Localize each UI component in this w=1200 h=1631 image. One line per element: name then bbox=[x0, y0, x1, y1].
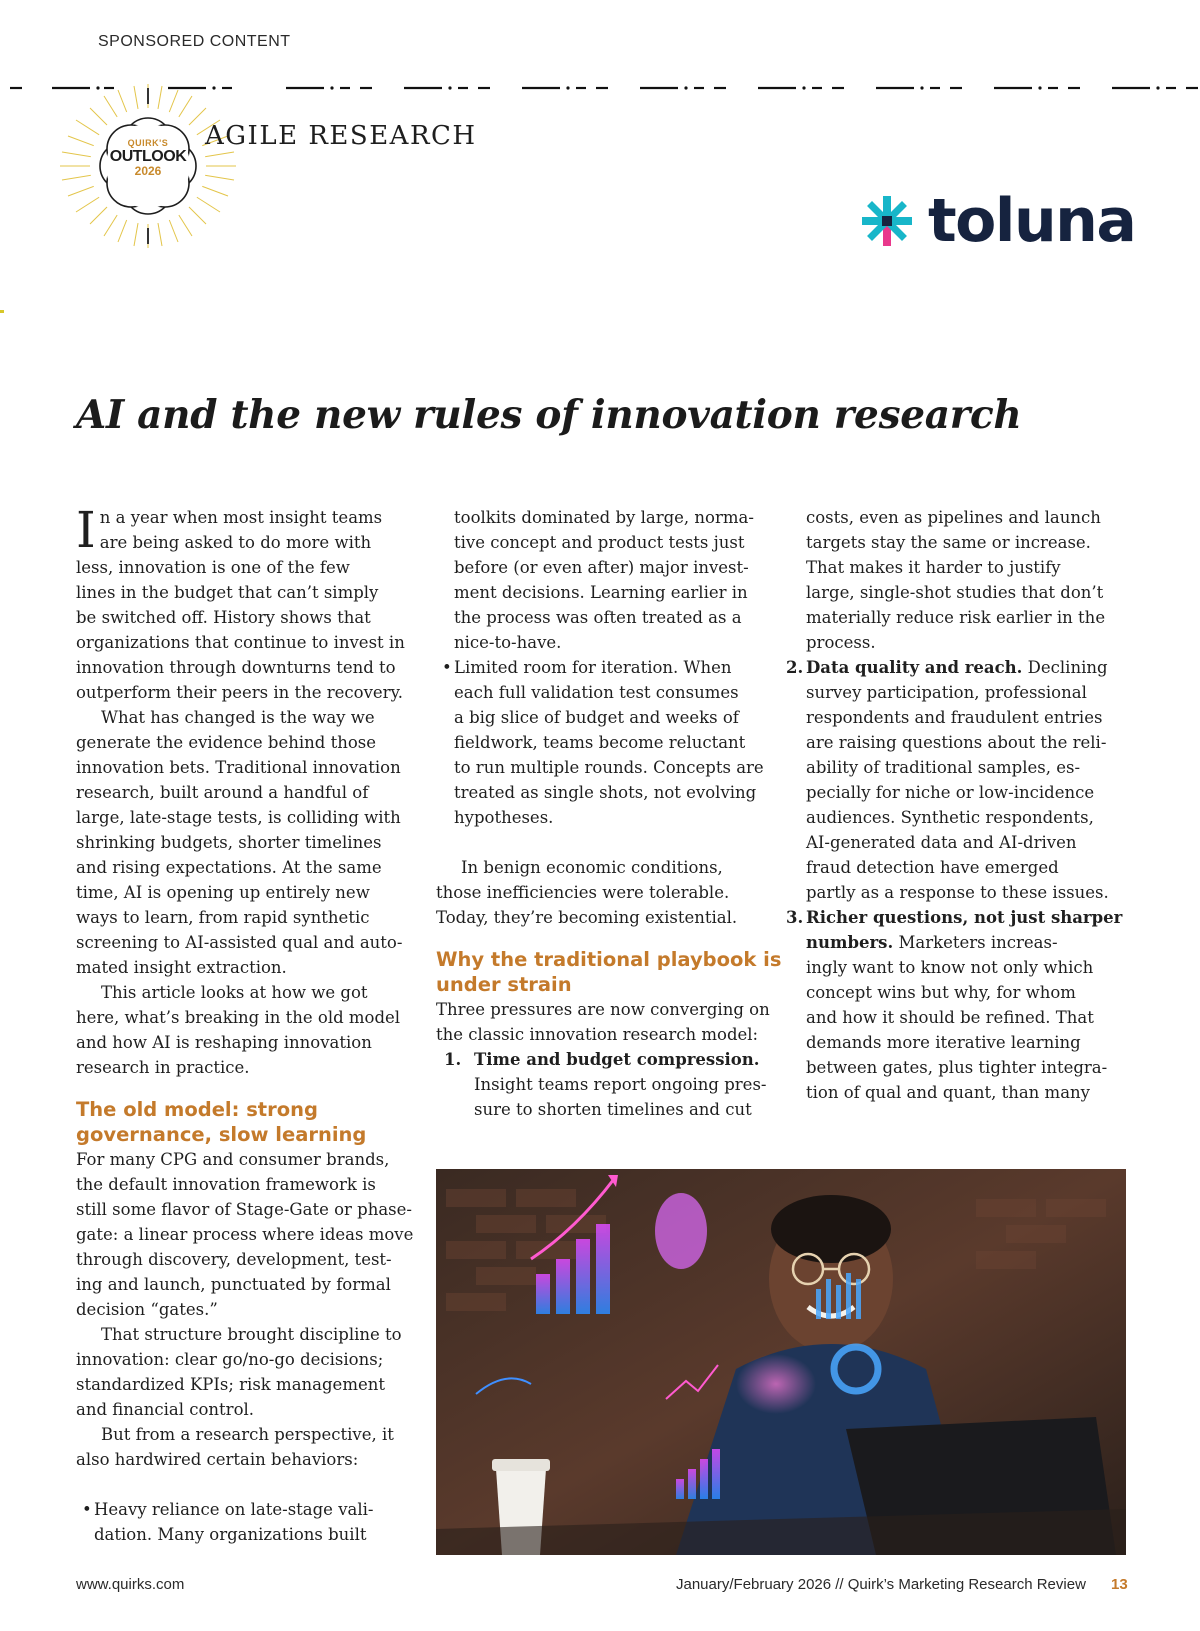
text-line: Today, they’re becoming existential. bbox=[436, 908, 738, 927]
text-line: tion of qual and quant, than many bbox=[806, 1083, 1090, 1102]
text-line: sure to shorten timelines and cut bbox=[474, 1100, 752, 1119]
text-line: That structure brought discipline to bbox=[101, 1325, 402, 1344]
text-line: time, AI is opening up entirely new bbox=[76, 883, 370, 902]
text-run: Declining bbox=[1022, 658, 1108, 677]
bullet-dot: • bbox=[442, 658, 452, 677]
text-line: targets stay the same or increase. bbox=[806, 533, 1091, 552]
text-line: shrinking budgets, shorter timelines bbox=[76, 833, 382, 852]
text-line: concept wins but why, for whom bbox=[806, 983, 1076, 1002]
item-number: 2. bbox=[786, 658, 804, 677]
text-line: What has changed is the way we bbox=[101, 708, 375, 727]
text-line: fieldwork, teams become reluctant bbox=[454, 733, 746, 752]
bullet-item bbox=[76, 1497, 406, 1547]
subhead-playbook: Why the traditional playbook is bbox=[436, 948, 782, 971]
text-line: lines in the budget that can’t simply bbox=[76, 583, 379, 602]
text-line: dation. Many organizations built bbox=[94, 1525, 367, 1544]
text-line: AI-generated data and AI-driven bbox=[806, 833, 1077, 852]
text-line: demands more iterative learning bbox=[806, 1033, 1081, 1052]
text-line: and financial control. bbox=[76, 1400, 255, 1419]
text-line: and rising expectations. At the same bbox=[76, 858, 382, 877]
numbered-item-3 bbox=[786, 905, 1136, 1105]
text-line: here, what’s breaking in the old model bbox=[76, 1008, 401, 1027]
article-column-1 bbox=[76, 501, 414, 1547]
text-line: hypotheses. bbox=[454, 808, 554, 827]
text-line: standardized KPIs; risk management bbox=[76, 1375, 385, 1394]
toluna-mark-icon bbox=[862, 196, 912, 246]
text-line: innovation: clear go/no-go decisions; bbox=[76, 1350, 384, 1369]
subhead-old-model: The old model: strong bbox=[76, 1098, 318, 1121]
text-line: partly as a response to these issues. bbox=[806, 883, 1109, 902]
text-run: Marketers increas- bbox=[893, 933, 1058, 952]
article-headline: AI and the new rules of innovation research bbox=[76, 392, 1022, 438]
text-line: respondents and fraudulent entries bbox=[806, 708, 1103, 727]
text-line: are raising questions about the reli- bbox=[806, 733, 1107, 752]
article-column-3 bbox=[786, 505, 1136, 1105]
text-line: through discovery, development, test- bbox=[76, 1250, 392, 1269]
text-line: mated insight extraction. bbox=[76, 958, 287, 977]
text-line: less, innovation is one of the few bbox=[76, 558, 350, 577]
margin-mark bbox=[0, 310, 4, 313]
text-line: generate the evidence behind those bbox=[76, 733, 377, 752]
footer-issue: January/February 2026 // Quirk’s Marketing Research Review bbox=[676, 1576, 1086, 1593]
footer-url: www.quirks.com bbox=[76, 1576, 185, 1593]
text-line: This article looks at how we got bbox=[101, 983, 368, 1002]
text-line: For many CPG and consumer brands, bbox=[76, 1150, 390, 1169]
text-line: pecially for niche or low-incidence bbox=[806, 783, 1095, 802]
text-line: Three pressures are now converging on bbox=[436, 1000, 770, 1019]
badge-title: OUTLOOK bbox=[109, 148, 187, 165]
text-line: toolkits dominated by large, norma- bbox=[454, 508, 754, 527]
text-line: tive concept and product tests just bbox=[454, 533, 745, 552]
numbered-item-1 bbox=[444, 1047, 776, 1122]
item-number: 3. bbox=[786, 908, 804, 927]
text-line: before (or even after) major invest- bbox=[454, 558, 749, 577]
section-label: AGILE RESEARCH bbox=[205, 121, 477, 151]
text-line: and how it should be refined. That bbox=[806, 1008, 1094, 1027]
item-heading: Richer questions, not just sharper bbox=[806, 908, 1123, 927]
numbered-item-2 bbox=[786, 655, 1136, 905]
text-line: research, built around a handful of bbox=[76, 783, 369, 802]
text-line: That makes it harder to justify bbox=[806, 558, 1061, 577]
text-line: ingly want to know not only which bbox=[806, 958, 1094, 977]
toluna-wordmark: toluna bbox=[928, 186, 1136, 256]
text-line: process. bbox=[806, 633, 876, 652]
page-number: 13 bbox=[1111, 1576, 1128, 1593]
text-line: ability of traditional samples, es- bbox=[806, 758, 1081, 777]
subhead-old-model: governance, slow learning bbox=[76, 1123, 367, 1146]
text-line: Limited room for iteration. When bbox=[454, 658, 732, 677]
subhead-playbook: under strain bbox=[436, 973, 572, 996]
text-line: still some flavor of Stage-Gate or phase- bbox=[76, 1200, 412, 1219]
text-line: treated as single shots, not evolving bbox=[454, 783, 757, 802]
sponsored-label: SPONSORED CONTENT bbox=[98, 33, 291, 50]
toluna-logo bbox=[862, 186, 1136, 256]
text-line: each full validation test consumes bbox=[454, 683, 739, 702]
text-line: the default innovation framework is bbox=[76, 1175, 376, 1194]
badge-text bbox=[96, 138, 200, 178]
text-line: the classic innovation research model: bbox=[436, 1025, 759, 1044]
text-line: large, single-shot studies that don’t bbox=[806, 583, 1104, 602]
text-line: ment decisions. Learning earlier in bbox=[454, 583, 748, 602]
badge-year: 2026 bbox=[134, 164, 162, 178]
text-line: gate: a linear process where ideas move bbox=[76, 1225, 414, 1244]
text-line: nice-to-have. bbox=[454, 633, 562, 652]
text-line: ways to learn, from rapid synthetic bbox=[76, 908, 370, 927]
text-line: be switched off. History shows that bbox=[76, 608, 371, 627]
item-number: 1. bbox=[444, 1050, 462, 1069]
bullet-item-continued bbox=[436, 505, 776, 655]
text-line: outperform their peers in the recovery. bbox=[76, 683, 403, 702]
article-photo bbox=[436, 1169, 1126, 1555]
text-line: Insight teams report ongoing pres- bbox=[474, 1075, 767, 1094]
text-line: decision “gates.” bbox=[76, 1300, 218, 1319]
text-line: screening to AI-assisted qual and auto- bbox=[76, 933, 403, 952]
text-line: and how AI is reshaping innovation bbox=[76, 1033, 372, 1052]
text-line: audiences. Synthetic respondents, bbox=[806, 808, 1094, 827]
text-line: survey participation, professional bbox=[806, 683, 1087, 702]
bullet-item bbox=[436, 655, 776, 830]
item-heading: Time and budget compression. bbox=[474, 1050, 760, 1069]
text-line: costs, even as pipelines and launch bbox=[806, 508, 1101, 527]
text-line: n a year when most insight teams bbox=[99, 508, 383, 527]
drop-cap: I bbox=[76, 501, 96, 559]
text-line: those inefficiencies were tolerable. bbox=[436, 883, 730, 902]
text-line: ing and launch, punctuated by formal bbox=[76, 1275, 391, 1294]
text-line: Heavy reliance on late-stage vali- bbox=[94, 1500, 374, 1519]
article-column-2 bbox=[436, 505, 782, 1122]
text-line: between gates, plus tighter integra- bbox=[806, 1058, 1108, 1077]
text-line: to run multiple rounds. Concepts are bbox=[454, 758, 764, 777]
text-line: large, late-stage tests, is colliding with bbox=[76, 808, 401, 827]
item-heading: Data quality and reach. bbox=[806, 658, 1023, 677]
text-line: the process was often treated as a bbox=[454, 608, 742, 627]
bullet-dot: • bbox=[82, 1500, 92, 1519]
badge-brand: QUIRK'S bbox=[127, 138, 169, 148]
text-line: organizations that continue to invest in bbox=[76, 633, 405, 652]
text-line: fraud detection have emerged bbox=[806, 858, 1059, 877]
text-line: materially reduce risk earlier in the bbox=[806, 608, 1106, 627]
text-line: innovation bets. Traditional innovation bbox=[76, 758, 401, 777]
text-line: innovation through downturns tend to bbox=[76, 658, 396, 677]
text-line: In benign economic conditions, bbox=[461, 858, 723, 877]
text-line: also hardwired certain behaviors: bbox=[76, 1450, 359, 1469]
text-line: are being asked to do more with bbox=[99, 533, 372, 552]
text-line: But from a research perspective, it bbox=[101, 1425, 394, 1444]
text-line: a big slice of budget and weeks of bbox=[454, 708, 739, 727]
item-heading: numbers. bbox=[806, 933, 894, 952]
text-line: research in practice. bbox=[76, 1058, 250, 1077]
